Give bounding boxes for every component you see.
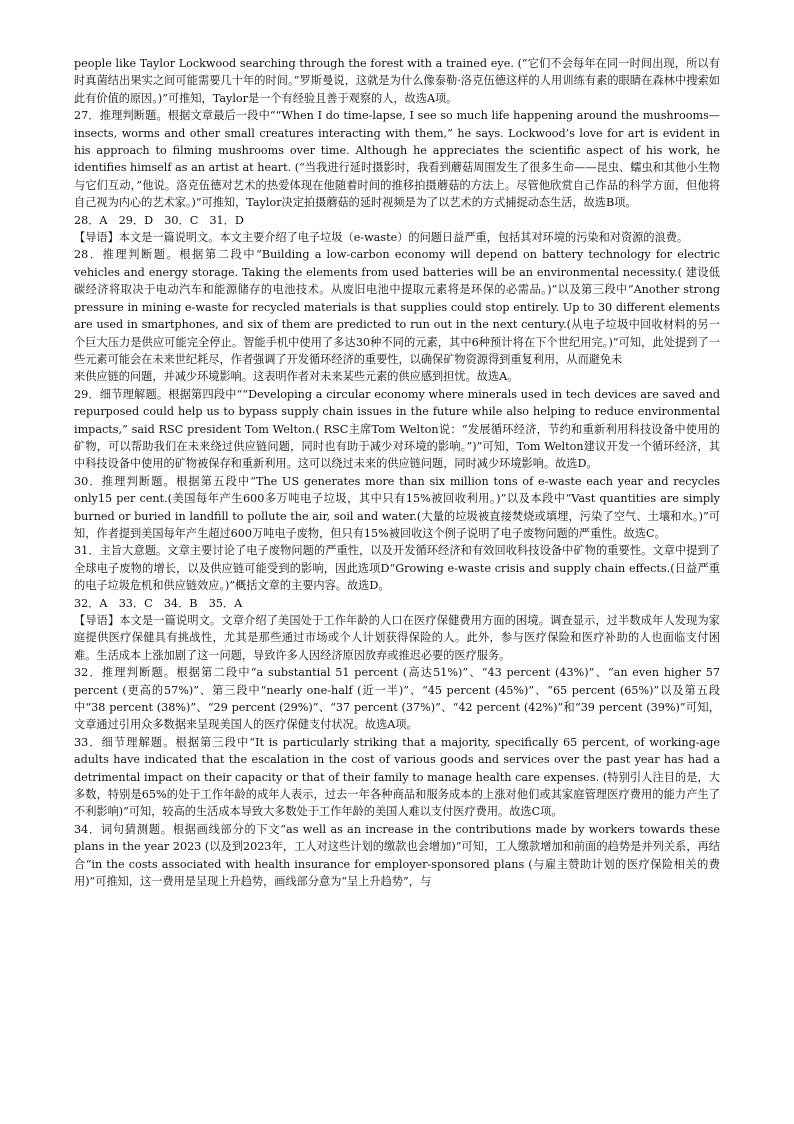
paragraph-q30: 30．推理判断题。根据第五段中“The US generates more than six million tons of e-waste each year and recycles only15 per cent.(美国每年产生600多万吨电子垃圾，其中只有15%被回收利用。)”以及本段中“Vast quantities are simply burned or buried in landfill to pollute the air, soil and water.(大量的垃圾被直接焚烧或填埋，污染了空气、土壤和水。)”可知，作者提到美国每年产生超过600万吨电子废物，但只有15%被回收这个例子说明了电子废物问题的严重性。故选C。 (74, 474, 720, 540)
paragraph-q31: 31．主旨大意题。文章主要讨论了电子废物问题的严重性，以及开发循环经济和有效回收科技设备中矿物的重要性。文章中提到了全球电子废物的增长，以及供应链可能受到的影响，因此选项D“Growing e-waste crisis and supply chain effects.(日益严重的电子垃圾危机和供应链效应。)”概括文章的主要内容。故选D。 (74, 544, 720, 593)
paragraph-26-continued: people like Taylor Lockwood searching through the forest with a trained eye. (“它们不会每年在同一时间出现，所以有时真菌结出果实之间可能需要几十年的时间。”罗斯曼说，这就是为什么像泰勒·洛克伍德这样的人用训练有素的眼睛在森林中搜索如此有价值的原因。)”可推知，Taylor是一个有经验且善于观察的人，故选A项。 (74, 57, 720, 105)
paragraph-q34: 34．词句猜测题。根据画线部分的下文“as well as an increase in the contributions made by workers towards these plans in the year 2023 (以及到2023年，工人对这些计划的缴款也会增加)”可知，工人缴款增加和前面的趋势是并列关系，再结合“in the costs associated with health insurance for employer-sponsored plans (与雇主赞助计划的医疗保险相关的费用)”可推知，这一费用是呈现上升趋势，画线部分意为“呈上升趋势”，与 (74, 822, 720, 889)
paragraph-q28-continued: 来供应链的问题，并减少环境影响。这表明作者对未来某些元素的供应感到担忧。故选A。 (74, 370, 519, 384)
answer-key-28-31: 28．A 29．D 30．C 31．D (74, 213, 244, 227)
paragraph-q29: 29．细节理解题。根据第四段中““Developing a circular economy where minerals used in tech devices are saved and repurposed could help us to bypass supply chain issues in the future while also helping to reduce environmental impacts,” said RSC president Tom Welton.( RSC主席Tom Welton说：“发展循环经济，节约和重新利用科技设备中使用的矿物，可以帮助我们在未来绕过供应链问题，同时也有助于减少对环境的影响。”)”可知，Tom Welton建议开发一个循环经济，其中科技设备中使用的矿物被保存和重新利用。这可以绕过未来的供应链问题，同时减少环境影响。故选D。 (74, 387, 720, 471)
answer-key-32-35: 32．A 33．C 34．B 35．A (74, 596, 243, 610)
paragraph-q32: 32．推理判断题。根据第二段中“a substantial 51 percent (高达51%)”、“43 percent (43%)”、“an even higher 57 percent (更高的57%)”、第三段中“nearly one-half (近一半)”、“45 percent (45%)”、“65 percent (65%)”以及第五段中“38 percent (38%)”、“29 percent (29%)”、“37 percent (37%)”、“42 percent (42%)”和“39 percent (39%)”可知，文章通过引用众多数据来呈现美国人的医疗保健支付状况。故选A项。 (74, 666, 720, 732)
paragraph-q27: 27．推理判断题。根据文章最后一段中““When I do time-lapse, I see so much life happening around the mushrooms—insects, worms and other small creatures interacting with them,” he says. Lockwood’s love for art is evident in his approach to filming mushrooms over time. Although he appreciates the scientific aspect of his work, he identifies himself as an artist at heart. (“当我进行延时摄影时，我看到蘑菇周围发生了很多生命——昆虫、蠕虫和其他小生物与它们互动，”他说。洛克伍德对艺术的热爱体现在他随着时间的推移拍摄蘑菇的方法上。尽管他欣赏自己作品的科学方面，但他将自己视为内心的艺术家。)”可推知，Taylor决定拍摄蘑菇的延时视频是为了以艺术的方式捕捉动态生活，故选B项。 (74, 109, 720, 210)
intro-passage-e-waste: 【导语】本文是一篇说明文。本文主要介绍了电子垃圾（e-waste）的问题日益严重，包括其对环境的污染和对资源的浪费。 (74, 231, 689, 245)
paragraph-q33: 33．细节理解题。根据第三段中“It is particularly striking that a majority, specifically 65 percent, of working-age adults have indicated that the escalation in the cost of various goods and services over the past year has had a detrimental impact on their capacity or that of their family to manage health care expenses. (特别引人注目的是，大多数，特别是65%的处于工作年龄的成年人表示，过去一年各种商品和服务成本的上涨对他们或其家庭管理医疗费用的能力产生了不利影响)”可知，较高的生活成本导致大多数处于工作年龄的美国人难以支付医疗费用。故选C项。 (74, 735, 720, 819)
intro-passage-health-care: 【导语】本文是一篇说明文。文章介绍了美国处于工作年龄的人口在医疗保健费用方面的困境。调查显示，过半数成年人发现为家庭提供医疗保健具有挑战性，尤其是那些通过市场或个人计划获得保险的人。此外，参与医疗保险和医疗补助的人也面临支付困难。生活成本上涨加剧了这一问题，导致许多人因经济原因放弃或推迟必要的医疗服务。 (74, 614, 720, 662)
paragraph-q28: 28．推理判断题。根据第二段中“Building a low-carbon economy will depend on battery technology for electric vehicles and energy storage. Taking the elements from used batteries will be an environmental necessity.( 建设低碳经济将取决于电动汽车和能源储存的电池技术。从废旧电池中提取元素将是环保的必需品。)”以及第三段中“Another strong pressure in mining e-waste for recycled materials is that supplies could stop entirely. Up to 30 different elements are used in smartphones, and six of them are predicted to run out in the next century.(从电子垃圾中回收材料的另一个巨大压力是供应可能完全停止。智能手机中使用了多达30种不同的元素，其中6种预计将在下个世纪用完。)”可知，此处提到了一些元素可能会在未来世纪耗尽，作者强调了开发循环经济的重要性，以确保矿物资源得到重复利用，从而避免未 (74, 248, 720, 366)
